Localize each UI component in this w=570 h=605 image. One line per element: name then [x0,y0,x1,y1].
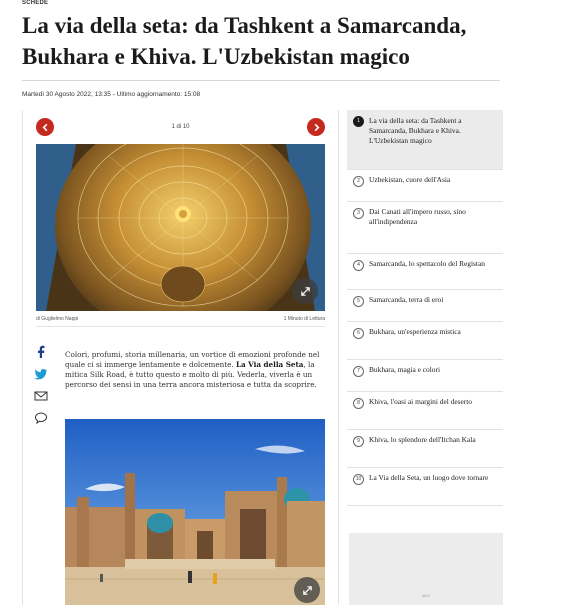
article-title: La via della seta: da Tashkent a Samarcanda, Bukhara e Khiva. L'Uzbekistan magico [22,13,467,69]
toc-number: 1 [353,116,364,127]
twitter-icon[interactable] [34,367,48,381]
toc-item[interactable] [347,392,503,430]
author-credit[interactable]: di Guglielmo Nappi [36,316,79,322]
divider [22,80,500,81]
toc-label: Khiva, lo splendore dell'Itchan Kala [369,435,476,444]
toc-number: 2 [353,176,364,187]
lead-text: Colori, profumi, storia millenaria, un vortice di emozioni profonde nel quale ci si immerge lentamente e dolcemente. [65,350,320,369]
registan-illustration [65,419,325,605]
article-lead [65,350,325,390]
toc-label: La via della seta: da Tashkent a Samarcanda, Bukhara e Khiva. L'Uzbekistan magico [369,116,462,145]
toc-number: 3 [353,208,364,219]
ad-label: ADV [421,593,431,598]
photo-caption-row [36,313,325,327]
toc-label: Khiva, l'oasi ai margini del deserto [369,397,472,406]
toc-item[interactable] [347,468,503,506]
gallery-toc [347,110,503,506]
comment-icon[interactable] [34,411,48,425]
toc-item[interactable] [347,110,503,170]
dome-illustration [36,144,325,311]
gallery-border [22,110,23,605]
toc-item[interactable] [347,322,503,360]
expand-icon [300,286,311,297]
toc-label: Dai Canati all'impero russo, sino all'indipendenza [369,207,466,226]
share-bar [34,345,50,433]
fullscreen-button[interactable] [294,577,320,603]
toc-number: 9 [353,436,364,447]
toc-number: 8 [353,398,364,409]
toc-number: 10 [353,474,364,485]
chevron-right-icon [312,123,321,132]
toc-label: La Via della Seta, un luogo dove tornare [369,473,489,482]
expand-icon [302,585,313,596]
toc-number: 5 [353,296,364,307]
toc-number: 4 [353,260,364,271]
toc-item[interactable] [347,254,503,290]
toc-label: Samarcanda, lo spettacolo del Registan [369,259,485,268]
read-time: 1 Minuto di Lettura [283,316,325,322]
email-icon[interactable] [34,389,48,403]
toc-item[interactable] [347,360,503,392]
toc-number: 6 [353,328,364,339]
toc-number: 7 [353,366,364,377]
facebook-icon[interactable] [34,345,48,359]
toc-item[interactable] [347,430,503,468]
gallery-counter: 1 di 10 [171,124,190,130]
toc-label: Samarcanda, terra di eroi [369,295,444,304]
gallery-next-button[interactable] [307,118,325,136]
ad-slot[interactable] [349,533,503,605]
toc-label: Bukhara, magia e colori [369,365,441,374]
toc-label: Bukhara, un'esperienza mistica [369,327,461,336]
lead-highlight: La Via della Seta [235,360,304,369]
toc-item[interactable] [347,290,503,322]
toc-item[interactable] [347,170,503,202]
toc-label: Uzbekistan, cuore dell'Asia [369,175,451,184]
toc-item[interactable] [347,202,503,254]
lead-text: , la mitica Silk Road, è tutto questo e molto di più. Vederla, viverla è un percorso dei sensi in una terra ancora misteriosa e tutta da scoprire. [65,360,317,389]
dome-photo[interactable] [36,144,325,311]
fullscreen-button[interactable] [292,278,318,304]
gallery-border [338,110,339,605]
photo-gallery [22,110,339,605]
section-kicker[interactable]: SCHEDE [22,0,49,6]
registan-photo[interactable] [65,419,325,605]
article-dateline: Martedì 30 Agosto 2022, 13:35 - Ultimo aggiornamento: 15:08 [22,91,201,98]
